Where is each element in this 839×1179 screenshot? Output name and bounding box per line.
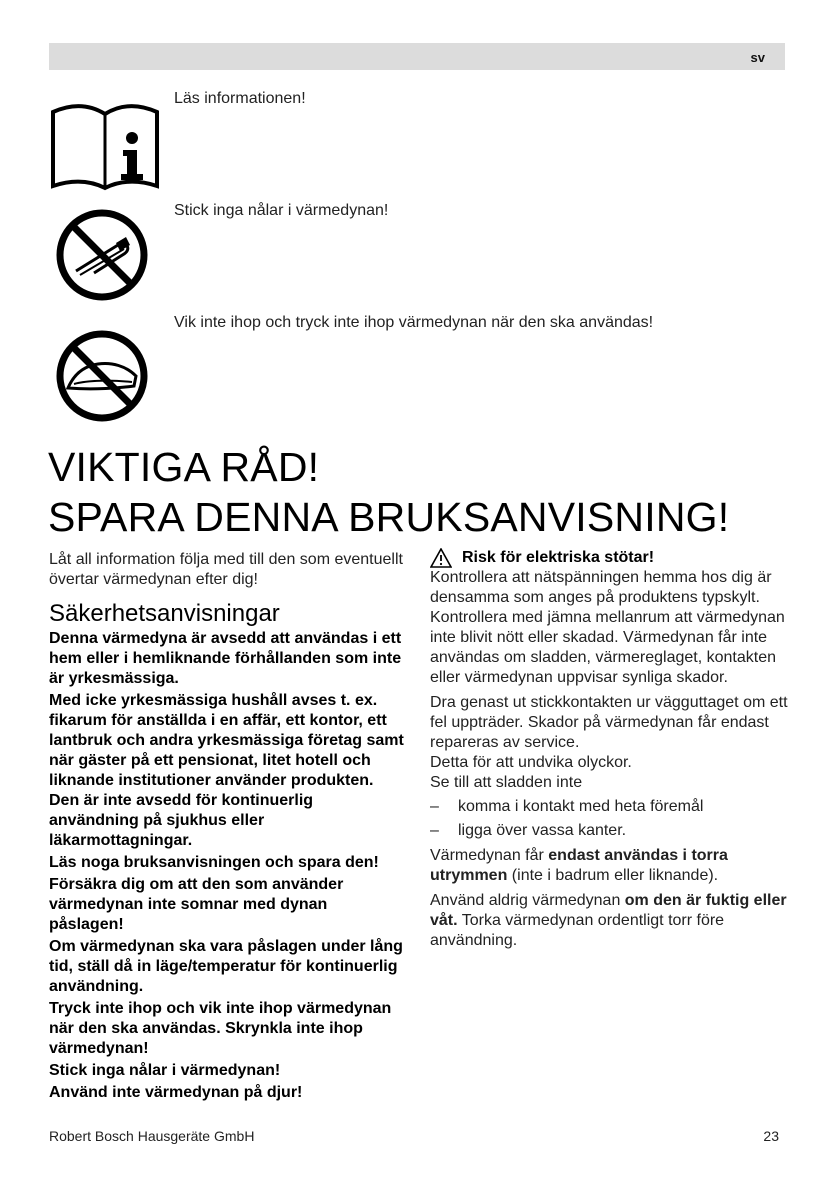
symbol-text-pins: Stick inga nålar i värmedynan! — [174, 202, 389, 219]
left-column — [49, 550, 404, 1103]
safety-paragraph: Läs noga bruksanvisningen och spara den! — [49, 854, 379, 871]
warning-heading — [430, 548, 790, 568]
wet-warning-post: Torka värmedynan ordentligt torr före användning. — [430, 912, 725, 949]
warning-triangle-icon — [430, 548, 452, 568]
list-item — [430, 821, 790, 841]
dry-rooms-bold: endast användas i torra utrymmen — [430, 847, 728, 884]
headline-save-manual: SPARA DENNA BRUKSANVISNING! — [48, 494, 730, 540]
headline-important: VIKTIGA RÅD! — [48, 444, 320, 490]
cord-intro-text: Se till att sladden inte — [430, 774, 583, 791]
safety-paragraph: Med icke yrkesmässiga hushåll avses t. ex. fikarum för anställda i en affär, ett kontor, ett lantbruk och andra yrkesmässiga företag samt när gäster på ett pensionat, litet hotell och liknande institutioner använder produkten. Den är inte avsedd för kontinuerlig användning på sjukhus eller läkarmottagningar. — [49, 692, 404, 849]
dry-rooms-text — [430, 846, 790, 886]
intro-text: Låt all information följa med till den som eventuellt övertar värmedynan efter dig! — [49, 551, 403, 588]
read-info-icon — [49, 100, 161, 192]
wet-warning-pre: Använd aldrig värmedynan — [430, 892, 625, 909]
list-item-text: ligga över vassa kanter. — [458, 822, 627, 839]
list-item — [430, 797, 790, 817]
safety-paragraph: Tryck inte ihop och vik inte ihop värmedynan när den ska användas. Skrynkla inte ihop värmedynan! — [49, 1000, 392, 1057]
dry-rooms-post: (inte i badrum eller liknande). — [507, 867, 719, 884]
list-dash: – — [430, 798, 439, 815]
safety-paragraph: Använd inte värmedynan på djur! — [49, 1084, 303, 1101]
no-fold-icon — [54, 328, 150, 424]
right-column — [430, 548, 790, 951]
list-dash: – — [430, 822, 439, 839]
no-pins-icon — [54, 207, 150, 303]
language-code: sv — [750, 50, 765, 65]
symbol-text-fold: Vik inte ihop och tryck inte ihop värmedynan när den ska användas! — [174, 314, 654, 331]
avoid-accidents-text: Detta för att undvika olyckor. — [430, 754, 632, 771]
safety-paragraph: Denna värmedyna är avsedd att användas i ett hem eller i hemliknande förhållanden som inte är yrkesmässiga. — [49, 630, 402, 687]
list-item-text: komma i kontakt med heta föremål — [458, 798, 704, 815]
safety-paragraph: Om värmedynan ska vara påslagen under lång tid, ställ då in läge/temperatur för kontinuerlig användning. — [49, 938, 403, 995]
wet-warning-text — [430, 891, 790, 951]
warning-title: Risk för elektriska stötar! — [462, 549, 655, 566]
language-bar — [49, 43, 785, 70]
footer-company: Robert Bosch Hausgeräte GmbH — [49, 1128, 255, 1144]
section-title: Säkerhetsanvisningar — [49, 600, 280, 627]
unplug-text: Dra genast ut stickkontakten ur vägguttaget om ett fel uppträder. Skador på värmedynan får endast repareras av service. — [430, 694, 788, 751]
check-voltage-text: Kontrollera att nätspänningen hemma hos dig är densamma som anges på produktens typskylt. Kontrollera med jämna mellanrum att värmedynan inte blivit nött eller skadad. Värmedynan får inte användas om sladden, värmereglaget, kontakten eller värmedynan uppvisar synliga skador. — [430, 569, 785, 686]
dry-rooms-pre: Värmedynan får — [430, 847, 549, 864]
page-number: 23 — [763, 1128, 779, 1144]
safety-paragraph: Försäkra dig om att den som använder värmedynan inte somnar med dynan påslagen! — [49, 876, 344, 933]
safety-paragraph: Stick inga nålar i värmedynan! — [49, 1062, 281, 1079]
symbol-text-read: Läs informationen! — [174, 90, 306, 107]
wet-warning-bold: om den är fuktig eller våt. — [430, 892, 787, 929]
